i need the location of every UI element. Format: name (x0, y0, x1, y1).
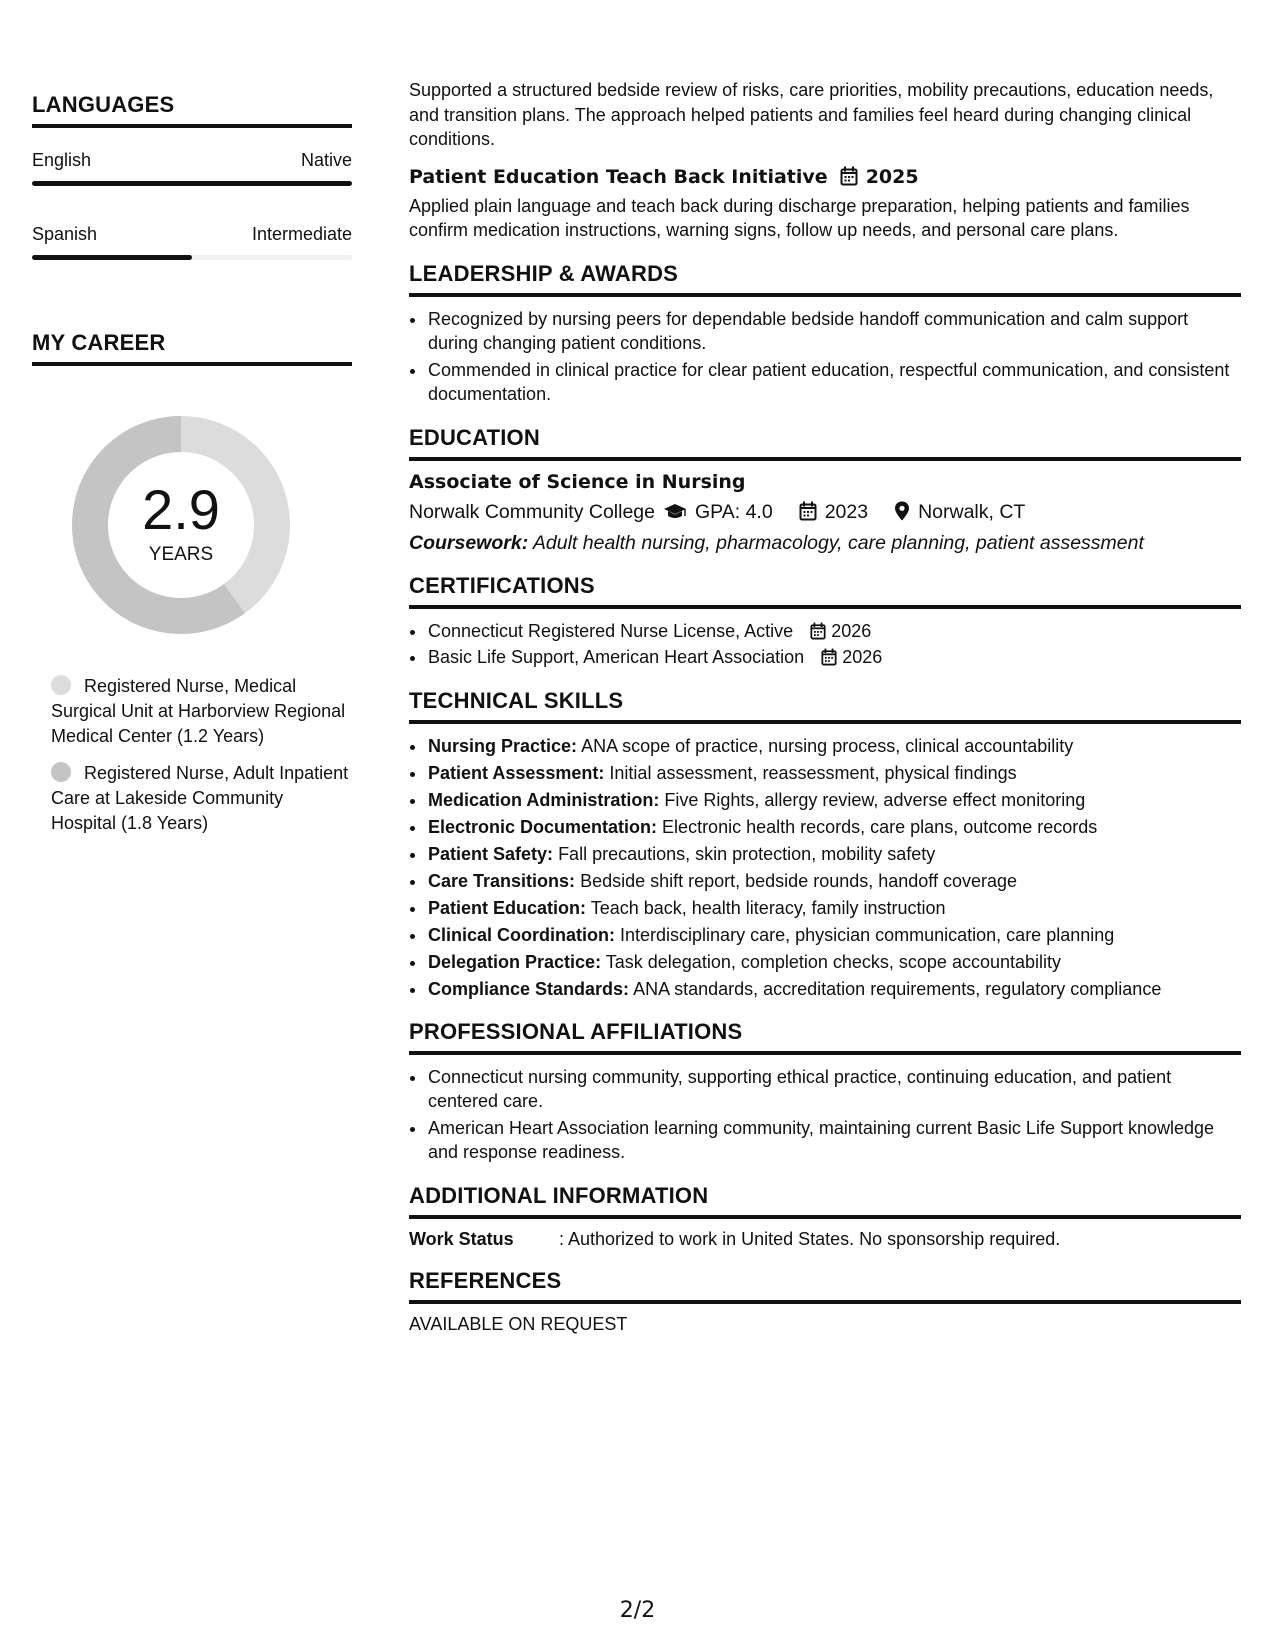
affiliations-heading: PROFESSIONAL AFFILIATIONS (409, 1019, 1241, 1055)
skill-label: Medication Administration: (428, 789, 660, 810)
career-legend-label: Registered Nurse, Medical Surgical Unit at Harborview Regional Medical Center (1.2 Years) (51, 676, 346, 746)
career-total-unit: YEARS (148, 544, 214, 565)
skill-value: ANA scope of practice, nursing process, clinical accountability (581, 735, 1074, 756)
certifications-heading: CERTIFICATIONS (409, 573, 1241, 609)
career-legend (32, 674, 352, 836)
work-status-value: : Authorized to work in United States. No sponsorship required. (559, 1228, 1061, 1249)
list-item (427, 950, 1241, 974)
list-item (427, 869, 1241, 893)
skills-list (409, 734, 1241, 1001)
skill-label: Electronic Documentation: (428, 816, 658, 837)
certification-name: Connecticut Registered Nurse License, Active (428, 620, 794, 641)
certification-year: 2026 (842, 647, 883, 667)
work-status-row (409, 1229, 1241, 1250)
career-heading: MY CAREER (32, 330, 352, 366)
project-title-row (409, 166, 1241, 188)
project-year: 2025 (865, 165, 919, 188)
skill-value: Interdisciplinary care, physician communication, care planning (620, 924, 1115, 945)
skill-label: Patient Safety: (428, 843, 554, 864)
work-status-label: Work Status (409, 1228, 514, 1249)
references-heading: REFERENCES (409, 1268, 1241, 1304)
language-proficiency-fill (32, 181, 352, 186)
list-item (427, 761, 1241, 785)
skill-value: ANA standards, accreditation requirements, regulatory compliance (633, 978, 1162, 999)
skill-value: Task delegation, completion checks, scope accountability (605, 951, 1062, 972)
skill-label: Clinical Coordination: (428, 924, 615, 945)
language-proficiency-fill (32, 255, 192, 260)
education-location: Norwalk, CT (918, 500, 1026, 523)
calendar-icon (810, 621, 826, 641)
intro-paragraph: Supported a structured bedside review of risks, care priorities, mobility precautions, education needs, and transition plans. The approach helped patients and families feel heard during changing clinical conditions. (409, 80, 1214, 149)
skill-value: Bedside shift report, bedside rounds, handoff coverage (580, 870, 1018, 891)
list-item (427, 788, 1241, 812)
language-proficiency-bar (32, 181, 352, 186)
career-total-value: 2.9 (142, 478, 220, 541)
list-item (427, 619, 1241, 644)
language-proficiency-bar (32, 255, 352, 260)
calendar-icon (840, 166, 858, 188)
graduation-cap-icon (663, 501, 687, 524)
skill-value: Initial assessment, reassessment, physical findings (609, 762, 1017, 783)
career-legend-label: Registered Nurse, Adult Inpatient Care at Lakeside Community Hospital (1.8 Years) (51, 763, 349, 833)
leadership-heading: LEADERSHIP & AWARDS (409, 261, 1241, 297)
certification-year: 2026 (831, 620, 872, 641)
coursework-text: Adult health nursing, pharmacology, care planning, patient assessment (532, 531, 1144, 554)
page-number: 2/2 (619, 1598, 656, 1623)
education-year: 2023 (824, 500, 869, 523)
education-degree: Associate of Science in Nursing (409, 470, 746, 493)
education-coursework (409, 532, 1241, 555)
language-item-english (32, 150, 352, 186)
language-level: Intermediate (251, 224, 352, 244)
education-heading: EDUCATION (409, 425, 1241, 461)
calendar-icon (821, 647, 837, 667)
calendar-icon (799, 501, 817, 524)
location-pin-icon (894, 501, 910, 524)
references-text: AVAILABLE ON REQUEST (409, 1313, 628, 1334)
language-name: English (32, 150, 92, 170)
career-legend-item (51, 761, 352, 836)
skill-value: Electronic health records, care plans, outcome records (662, 816, 1098, 837)
list-item (427, 815, 1241, 839)
list-item (427, 896, 1241, 920)
list-item (427, 842, 1241, 866)
project-title: Patient Education Teach Back Initiative (409, 165, 828, 188)
certification-name: Basic Life Support, American Heart Association (428, 647, 805, 667)
education-details (409, 501, 1241, 524)
left-column (32, 92, 352, 848)
list-item: • Connecticut nursing community, supporting ethical practice, continuing education, and patient centered care. (427, 1065, 1241, 1114)
education-school: Norwalk Community College (409, 500, 655, 523)
certifications-list (409, 619, 1241, 670)
list-item (427, 734, 1241, 758)
languages-heading: LANGUAGES (32, 92, 352, 128)
education-gpa: GPA: 4.0 (695, 500, 773, 523)
leadership-list (409, 307, 1241, 407)
skill-label: Care Transitions: (428, 870, 576, 891)
project-description: Applied plain language and teach back during discharge preparation, helping patients and families confirm medication instructions, warning signs, follow up needs, and personal care plans. (409, 195, 1190, 240)
list-item (427, 977, 1241, 1001)
legend-dot (51, 762, 71, 782)
skill-label: Patient Assessment: (428, 762, 605, 783)
language-item-spanish (32, 224, 352, 260)
list-item (427, 923, 1241, 947)
skill-value: Teach back, health literacy, family instruction (590, 897, 946, 918)
legend-dot (51, 675, 71, 695)
additional-info-heading: ADDITIONAL INFORMATION (409, 1183, 1241, 1219)
skill-label: Delegation Practice: (428, 951, 602, 972)
career-legend-item (51, 674, 352, 749)
coursework-label: Coursework: (409, 531, 529, 554)
list-item: • Recognized by nursing peers for dependable bedside handoff communication and calm support during changing patient conditions. (427, 307, 1241, 356)
skill-value: Five Rights, allergy review, adverse effect monitoring (664, 789, 1086, 810)
skill-label: Patient Education: (428, 897, 587, 918)
language-level: Native (300, 150, 352, 170)
career-donut-chart (66, 410, 296, 640)
skill-label: Compliance Standards: (428, 978, 630, 999)
list-item: • Commended in clinical practice for clear patient education, respectful communication, and consistent documentation. (427, 358, 1241, 407)
skill-label: Nursing Practice: (428, 735, 578, 756)
skill-value: Fall precautions, skin protection, mobility safety (558, 843, 936, 864)
list-item: • American Heart Association learning community, maintaining current Basic Life Support knowledge and response readiness. (427, 1116, 1241, 1165)
right-column (409, 78, 1241, 1335)
list-item (427, 645, 1241, 670)
language-name: Spanish (32, 224, 98, 244)
skills-heading: TECHNICAL SKILLS (409, 688, 1241, 724)
affiliations-list (409, 1065, 1241, 1165)
